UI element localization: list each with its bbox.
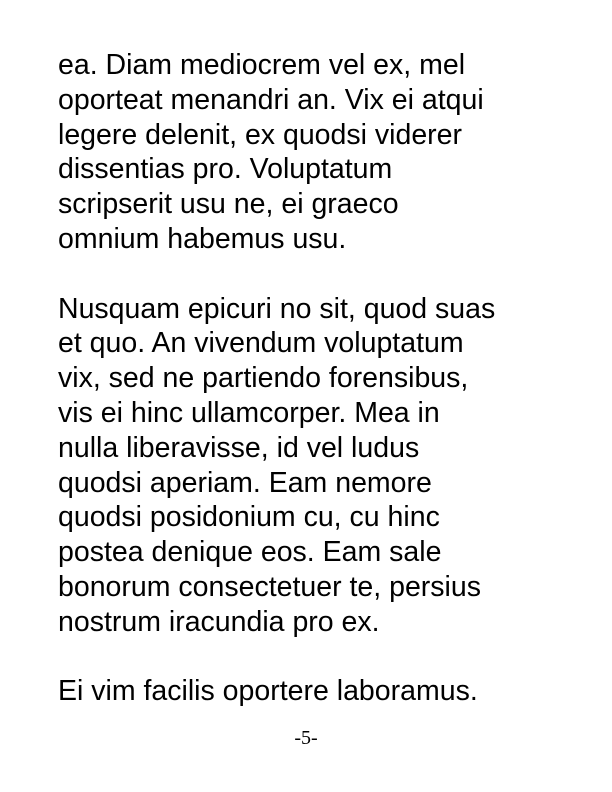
text-line: vix, sed ne partiendo forensibus,	[58, 362, 469, 395]
body-text	[58, 48, 558, 709]
text-line: scripserit usu ne, ei graeco	[58, 188, 399, 221]
text-line: vis ei hinc ullamcorper. Mea in	[58, 396, 440, 429]
paragraph-spacer	[58, 257, 558, 292]
text-line: nulla liberavisse, id vel ludus	[58, 431, 420, 464]
page-number: -5-	[294, 727, 318, 749]
text-line: legere delenit, ex quodsi viderer	[58, 118, 462, 151]
text-line: bonorum consectetuer te, persius	[58, 570, 481, 603]
paragraph-2	[58, 292, 558, 640]
text-line: postea denique eos. Eam sale	[58, 536, 442, 569]
text-line: et quo. An vivendum voluptatum	[58, 327, 464, 360]
paragraph-spacer	[58, 640, 558, 675]
text-line: dissentias pro. Voluptatum	[58, 153, 393, 186]
text-line: omnium habemus usu.	[58, 222, 347, 255]
text-line: ea. Diam mediocrem vel ex, mel	[58, 49, 466, 81]
text-line: nostrum iracundia pro ex.	[58, 605, 380, 638]
text-line: quodsi posidonium cu, cu hinc	[58, 501, 440, 534]
text-line: Ei vim facilis oportere laboramus.	[58, 675, 478, 708]
text-line: oporteat menandri an. Vix ei atqui	[58, 83, 484, 116]
paragraph-1	[58, 48, 558, 257]
text-line: Nusquam epicuri no sit, quod suas	[58, 292, 496, 325]
paragraph-3	[58, 674, 558, 709]
text-line: quodsi aperiam. Eam nemore	[58, 466, 432, 499]
